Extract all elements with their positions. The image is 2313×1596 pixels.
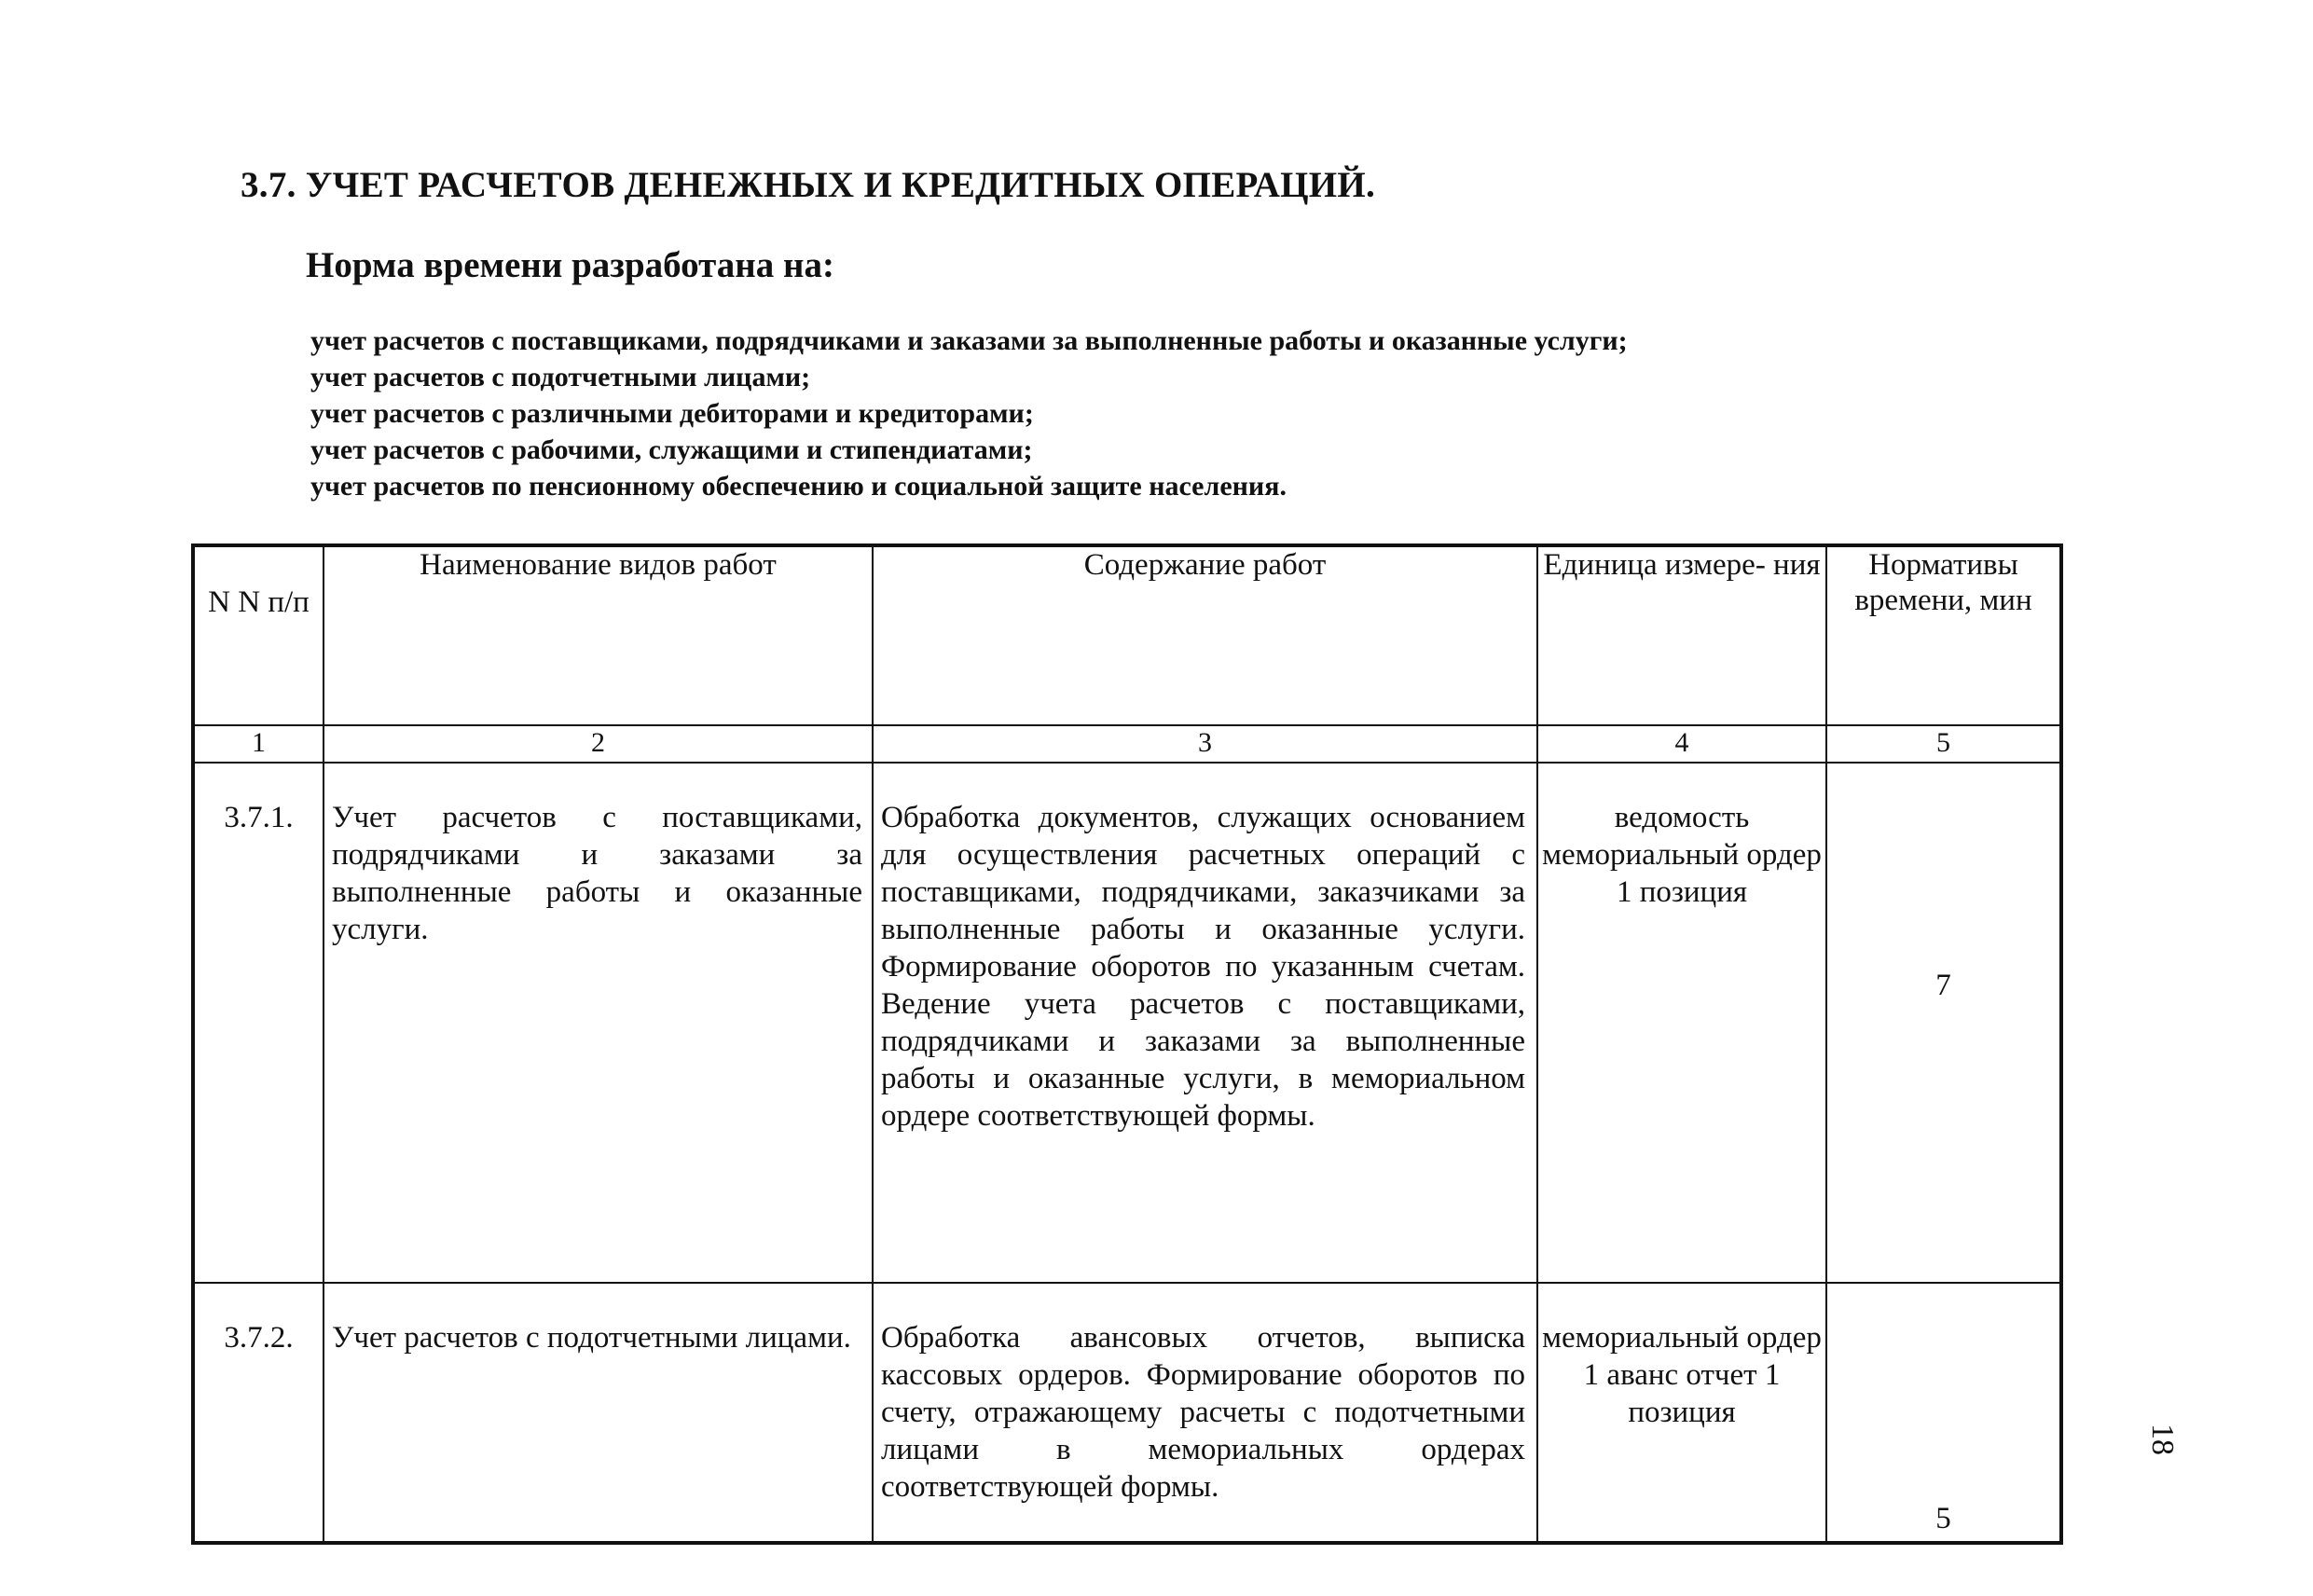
work-content: Обработка документов, служащих основанием для осуществления расчетных операций с поставщиками, подрядчиками, заказчиками за выполненные работы и оказанные услуги. Формирование оборотов по указанным счетам. Ведение учета расчетов с поставщиками, подрядчиками и заказами за выполненные работы и оказанные услуги, в мемориальном ордере соответствующей формы. [873, 763, 1537, 1283]
header-unit: Единица измере- ния [1537, 545, 1826, 725]
scope-item: учет расчетов с поставщиками, подрядчиками и заказами за выполненные работы и оказанные услуги; [310, 325, 1628, 356]
scope-item: учет расчетов с подотчетными лицами; [310, 362, 811, 392]
measurement-unit: мемориальный ордер 1 аванс отчет 1 позиция [1537, 1283, 1826, 1543]
column-number: 1 [193, 725, 324, 763]
header-content: Содержание работ [873, 545, 1537, 725]
column-number: 5 [1826, 725, 2061, 763]
time-norm: 5 [1826, 1283, 2061, 1543]
section-title: 3.7. УЧЕТ РАСЧЕТОВ ДЕНЕЖНЫХ И КРЕДИТНЫХ ОПЕРАЦИЙ. [241, 165, 1376, 205]
norms-table [191, 543, 2063, 1545]
page-number: 18 [2145, 1424, 2180, 1455]
measurement-unit: ведомость мемориальный ордер 1 позиция [1537, 763, 1826, 1283]
scope-item: учет расчетов по пенсионному обеспечению и социальной защите населения. [310, 471, 1287, 502]
column-number: 3 [873, 725, 1537, 763]
column-number: 4 [1537, 725, 1826, 763]
scope-list [310, 323, 1628, 504]
scope-item: учет расчетов с различными дебиторами и кредиторами; [310, 398, 1034, 429]
scope-item: учет расчетов с рабочими, служащими и стипендиатами; [310, 434, 1033, 465]
norm-intro: Норма времени разработана на: [306, 245, 834, 285]
column-number-row [193, 725, 2061, 763]
table-header-row [193, 545, 2061, 725]
row-number: 3.7.1. [193, 763, 324, 1283]
header-num: N N п/п [193, 545, 324, 725]
work-name: Учет расчетов с поставщиками, подрядчиками и заказами за выполненные работы и оказанные услуги. [324, 763, 873, 1283]
row-number: 3.7.2. [193, 1283, 324, 1543]
time-norm: 7 [1826, 763, 2061, 1283]
work-name: Учет расчетов с подотчетными лицами. [324, 1283, 873, 1543]
header-name: Наименование видов работ [324, 545, 873, 725]
table-row [193, 1283, 2061, 1543]
work-content: Обработка авансовых отчетов, выписка кассовых ордеров. Формирование оборотов по счету, отражающему расчеты с подотчетными лицами в мемориальных ордерах соответствующей формы. [873, 1283, 1537, 1543]
table-row [193, 763, 2061, 1283]
header-norm: Нормативы времени, мин [1826, 545, 2061, 725]
column-number: 2 [324, 725, 873, 763]
